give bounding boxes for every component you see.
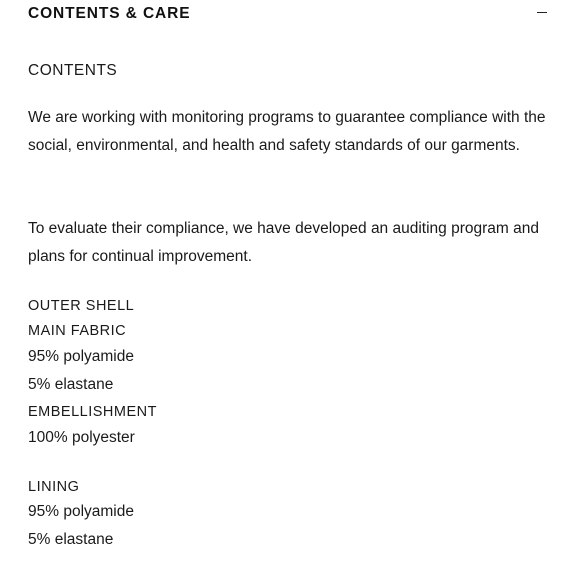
minus-icon — [537, 12, 547, 13]
main-fabric-label: MAIN FABRIC — [28, 323, 127, 339]
lining-material: 5% elastane — [28, 531, 114, 548]
lining-label: LINING — [28, 479, 80, 495]
embellishment-label: EMBELLISHMENT — [28, 404, 157, 420]
section-title: CONTENTS & CARE — [28, 5, 191, 22]
collapse-button[interactable] — [536, 4, 552, 22]
lining-material: 95% polyamide — [28, 503, 134, 520]
embellishment-material: 100% polyester — [28, 429, 135, 446]
accordion-header[interactable] — [0, 0, 580, 30]
contents-heading: CONTENTS — [28, 62, 118, 79]
compliance-paragraph: We are working with monitoring programs to guarantee compliance with the social, environmental, and health and safety standards of our garments. — [28, 109, 546, 154]
main-fabric-material: 5% elastane — [28, 376, 114, 393]
outer-shell-label: OUTER SHELL — [28, 298, 135, 314]
main-fabric-material: 95% polyamide — [28, 348, 134, 365]
auditing-paragraph: To evaluate their compliance, we have developed an auditing program and plans for continual improvement. — [28, 220, 539, 265]
